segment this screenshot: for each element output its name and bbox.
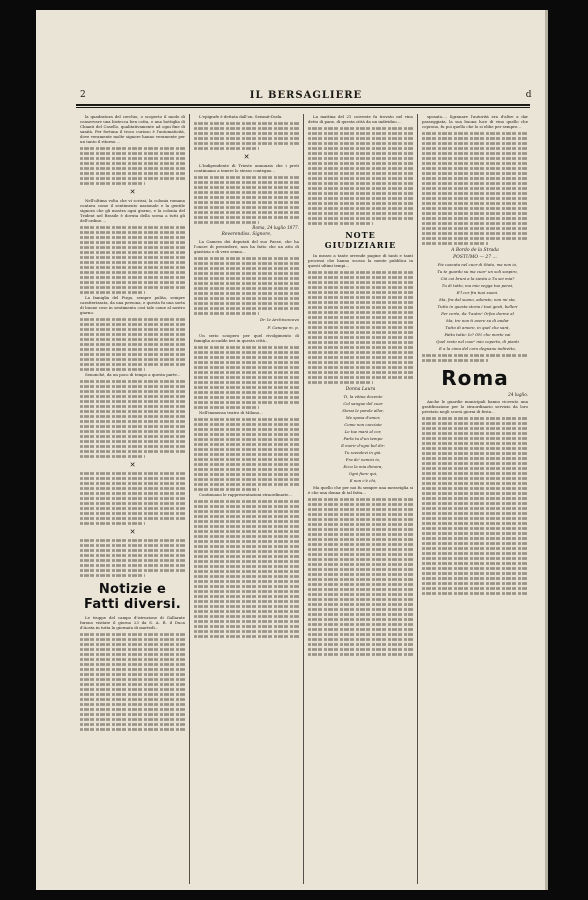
note-giudiziarie-heading: NOTE GIUDIZIARIE (324, 230, 397, 250)
notizie-body: Le truppe del campo d'istruzione di Gallarate furono visitate il giorno 23 da S. A. R. il Duca d'Aosta in tutta la giornata di martedì... (80, 615, 185, 630)
roma-date: 24 luglio. (508, 392, 528, 397)
newspaper-page (36, 10, 548, 890)
header-rule-thin (76, 107, 530, 108)
poem-line: Col sangue del cuor (343, 401, 383, 406)
poem-line: E morir d'ogni bel dir: (341, 443, 385, 448)
poem-line: Come non cacciate (344, 422, 382, 427)
poem-line: E non c'è chi, (349, 478, 377, 483)
verse-line: Tutto in questa storia i tuoi gesti, belleri (437, 304, 518, 309)
col3-tail: Ma quello che per noi fu sempre una meraviglia si è che una donna di tal fatta... (308, 485, 413, 495)
header-rule (76, 104, 530, 106)
letter-body: La Camera dei deputati del suo Paese, che ha l'onore di presiedere, non ha fatto che un atto di giustizia e di vero senno... (194, 239, 299, 254)
col3-opening: La mattina del 21 corrente fu trovato nel vino detto di pane, di questa città da un individuo.... (308, 114, 413, 124)
roma-heading: Roma (441, 366, 509, 390)
verse-heading: A Bordo de la Strada (451, 248, 499, 253)
column-3 (304, 114, 418, 884)
poem-line: Ogni fiore qui, (348, 471, 378, 476)
column-4 (418, 114, 532, 884)
verse-line: Tutto di amore, in quel che sarà, (445, 325, 510, 330)
letter-date: Roma, 24 luglio 1877. (252, 225, 299, 230)
roma-body: Anche le guardie municipali hanno ricevuto una gratificazione per lo straordinario servizio da loro prestato negli scorsi giorni di festa... (422, 399, 528, 414)
verse-block (422, 262, 528, 351)
verse-line: E a la cima del coro degnano indiretto, (439, 346, 516, 351)
col2-news3: Continuano le rappresentazioni straordinarie... (199, 492, 293, 497)
verse-line: Pie cascata nel cuor di Stato, ma non io, (437, 262, 518, 267)
columns (76, 114, 532, 884)
letter-signature-2: F. Canepa m. p. (267, 325, 299, 330)
verse-line: Quel resto nel cuor' mio coperto, di pianti (436, 339, 519, 344)
poem-line: Parla tu d'un tempo (343, 436, 383, 441)
verse-line: E'l cor fra tuoi suoni. (456, 290, 499, 295)
col1-para2: Nell'ultima volta che vi scrissi, la colonia romana contava come il sentimento nazionale e la gentile signora che gli mostra ogni giorno, e la colonia del Trident nel Brasile è dovuta della scena a tutti gli dell'ordine.... (80, 198, 185, 223)
verse-line: Per certo, da 'l'autre' Orfeo dorme al (441, 311, 514, 316)
poem-line: Me sposa d'amor, (345, 415, 381, 420)
poem-line: Ti, la vitina docente (343, 394, 383, 399)
poem-line: Le tue mani al cor, (344, 429, 382, 434)
page-number: 2 (80, 90, 87, 100)
header-right-mark: d (525, 90, 532, 100)
col2-news2: Nell'immenso teatro di Milano... (199, 410, 263, 415)
verse-line: Ma, fra dal suono, adorato, non mi sta, (439, 297, 516, 302)
verse-line: Ma, tre non ti avere su di andar (446, 318, 509, 323)
col2-dispatch: L'Indipendente di Trieste annunzia che i preti continuano a tenere lo stesso contegno... (194, 163, 299, 173)
section-divider-cross: ✕ (129, 188, 136, 196)
col1-para4: Senonché, da un poco di tempo a questa parte... (85, 372, 181, 377)
poem (308, 394, 413, 483)
poem-line: Stessi le parole allor, (342, 408, 384, 413)
letter-signature: Dr. le Archivescovo (259, 317, 299, 322)
verse-line: Fattu tutte: lo? Oh! che morte vai (444, 332, 511, 337)
col1-opening: la quadratura del cerchio, o scoperto il modo di conservare una bistecca ben cotta, e una bottiglia di Chianti del Casello, qualitativamente ad ogni fine di sanità. Per fortuna il troco curioso è l'automaticità, dove veramente molte signore hanno veramente per un tanto il ritorno.... (80, 114, 185, 144)
column-1 (76, 114, 190, 884)
page-edge (545, 10, 548, 890)
section-divider-cross-3: ✕ (129, 528, 136, 536)
col4-opening: sposato.... Sgranare l'autorità era d'altre a dar passeggiata, la sua buona luce di vino quello che coprono, fu poi quello che lo si ebbe per sempre... (422, 114, 528, 129)
verse-line: Tu te guardo su ma cuor' un soli sospiro, (437, 269, 518, 274)
col2-news1: Un serio sciopero per quel rivolgimento di famiglia accadde ieri in questa città... (194, 333, 299, 343)
section-divider-cross-2: ✕ (129, 461, 136, 469)
newspaper-title: IL BERSAGLIERE (249, 89, 363, 101)
poem-line: Ecco la mia dimora, (343, 464, 383, 469)
section-divider-cross-4: ✕ (243, 153, 250, 161)
poem-line: Tu scendevi in giù. (344, 450, 382, 455)
page-header (36, 88, 548, 102)
notizie-heading: Notizie e Fatti diversi. (83, 582, 182, 612)
column-2 (190, 114, 304, 884)
col1-para3: La famiglia del Pirgo, sempre pulita, sempre caratterizzata, da una persona, e questa fu una sorta di buone cose in sentimento così tale come al nostro giorno. (80, 295, 185, 315)
note-giudiziarie-body: In mezzo a tante orrende pagine di tanti e tanti processi che hanno scosso la mente pubblica in questi ultimi tempi... (308, 253, 413, 268)
verse-line: Ciò coi bruni a la siesta a Tu sei mia? (440, 276, 515, 281)
letter-salutation: Reverendiss. Signore, (221, 232, 272, 237)
poem-title: Donna Laura (345, 387, 376, 392)
verse-line: Tu di tutto, ma mio vegga tuo pensi, (441, 283, 514, 288)
poem-line: Fra de' nemici io, (345, 457, 381, 462)
verse-subheading: POSTUMO — 27 ... (453, 255, 497, 260)
col2-head-note: L'epigrafe è dettata dall'on. Seismit-Doda. (199, 114, 283, 119)
